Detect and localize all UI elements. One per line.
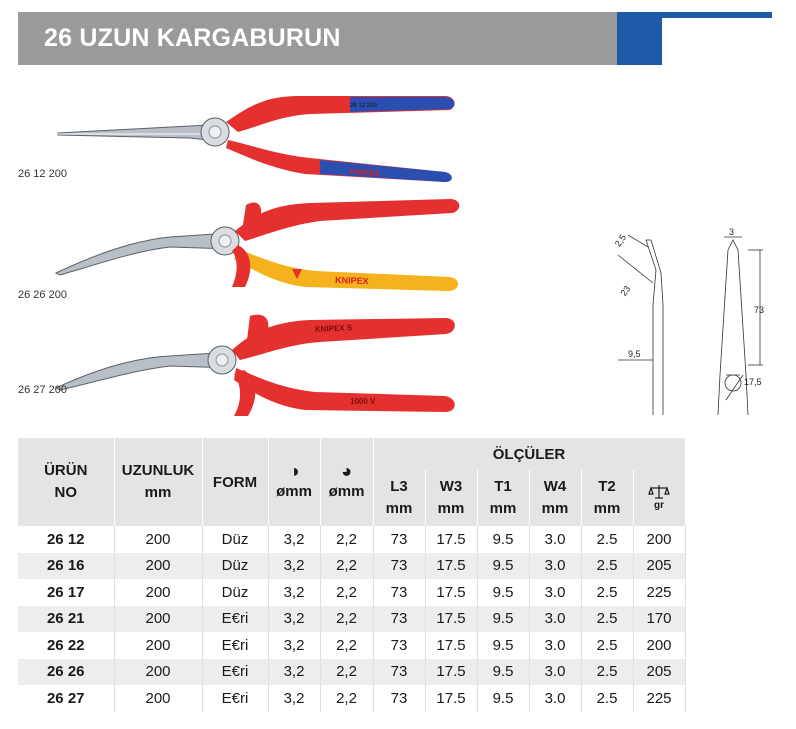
cell-form: Düz bbox=[202, 579, 268, 606]
voltage-marking: 1000 V bbox=[350, 397, 376, 406]
cell-t1: 9.5 bbox=[477, 526, 529, 553]
cell-spacer bbox=[685, 632, 775, 659]
cell-t2: 2.5 bbox=[581, 685, 633, 712]
cell-spacer bbox=[685, 659, 775, 686]
cell-t1: 9.5 bbox=[477, 632, 529, 659]
cell-form: Düz bbox=[202, 553, 268, 580]
cell-weight: 225 bbox=[633, 685, 685, 712]
half-circle-icon: ◑ bbox=[288, 461, 300, 481]
title-banner bbox=[18, 12, 617, 65]
header-t1: T1 mm bbox=[477, 470, 529, 526]
brand-marking-3: KNIPEX S bbox=[314, 323, 353, 334]
cell-code: 26 17 bbox=[18, 579, 114, 606]
dimension-diagram bbox=[598, 225, 788, 425]
cell-d1: 3,2 bbox=[268, 685, 320, 712]
cell-spacer bbox=[685, 526, 775, 553]
cell-t2: 2.5 bbox=[581, 659, 633, 686]
header-t2: T2 mm bbox=[581, 470, 633, 526]
header-w4: W4 mm bbox=[529, 470, 581, 526]
cell-t2: 2.5 bbox=[581, 579, 633, 606]
scale-icon bbox=[648, 484, 670, 500]
cell-w3: 17.5 bbox=[425, 659, 477, 686]
banner-accent-block bbox=[617, 12, 662, 65]
cell-code: 26 26 bbox=[18, 659, 114, 686]
cell-w3: 17.5 bbox=[425, 685, 477, 712]
cell-spacer bbox=[685, 685, 775, 712]
pliers-image-1 bbox=[50, 88, 470, 183]
dim-t2: 2,5 bbox=[612, 232, 629, 249]
product-label-3: 26 27 200 bbox=[18, 384, 67, 396]
cell-d1: 3,2 bbox=[268, 579, 320, 606]
cell-d1: 3,2 bbox=[268, 526, 320, 553]
cell-d2: 2,2 bbox=[320, 553, 373, 580]
header-urun-no: ÜRÜN NO bbox=[18, 438, 114, 526]
table-row bbox=[18, 632, 775, 659]
cell-t1: 9.5 bbox=[477, 553, 529, 580]
cell-w4: 3.0 bbox=[529, 553, 581, 580]
dim-t1: 3 bbox=[729, 227, 735, 237]
cell-form: Düz bbox=[202, 526, 268, 553]
cell-form: E€ri bbox=[202, 659, 268, 686]
brand-marking-1: KNIPEX bbox=[349, 167, 381, 179]
pliers-image-3 bbox=[50, 312, 470, 422]
cell-d1: 3,2 bbox=[268, 606, 320, 633]
cell-t1: 9.5 bbox=[477, 659, 529, 686]
cell-length: 200 bbox=[114, 579, 202, 606]
dim-w3: 17,5 bbox=[744, 377, 762, 387]
cell-l3: 73 bbox=[373, 526, 425, 553]
cell-form: E€ri bbox=[202, 685, 268, 712]
banner-accent-line bbox=[662, 12, 772, 18]
header-spacer bbox=[685, 438, 775, 526]
cell-l3: 73 bbox=[373, 606, 425, 633]
cell-t1: 9.5 bbox=[477, 685, 529, 712]
cell-weight: 200 bbox=[633, 632, 685, 659]
cell-weight: 205 bbox=[633, 659, 685, 686]
quarter-circle-icon: ◕ bbox=[341, 461, 352, 481]
product-label-1: 26 12 200 bbox=[18, 168, 67, 180]
cell-d2: 2,2 bbox=[320, 526, 373, 553]
cell-length: 200 bbox=[114, 526, 202, 553]
cell-t1: 9.5 bbox=[477, 579, 529, 606]
dim-w3-side: 9,5 bbox=[628, 349, 641, 359]
cell-l3: 73 bbox=[373, 659, 425, 686]
header-olculer: ÖLÇÜLER bbox=[373, 438, 685, 470]
cell-l3: 73 bbox=[373, 685, 425, 712]
header-l3: L3 mm bbox=[373, 470, 425, 526]
table-row bbox=[18, 579, 775, 606]
cell-code: 26 12 bbox=[18, 526, 114, 553]
cell-code: 26 27 bbox=[18, 685, 114, 712]
cell-d2: 2,2 bbox=[320, 606, 373, 633]
header-form: FORM bbox=[202, 438, 268, 526]
table-row bbox=[18, 526, 775, 553]
cell-length: 200 bbox=[114, 632, 202, 659]
pliers-image-2 bbox=[50, 195, 470, 295]
header-soft-wire: ◑ ømm bbox=[268, 438, 320, 526]
cell-length: 200 bbox=[114, 659, 202, 686]
cell-d1: 3,2 bbox=[268, 632, 320, 659]
cell-d2: 2,2 bbox=[320, 659, 373, 686]
cell-w3: 17.5 bbox=[425, 606, 477, 633]
cell-w4: 3.0 bbox=[529, 659, 581, 686]
cell-t2: 2.5 bbox=[581, 553, 633, 580]
cell-form: E€ri bbox=[202, 606, 268, 633]
cell-length: 200 bbox=[114, 685, 202, 712]
spec-table bbox=[18, 438, 776, 712]
cell-spacer bbox=[685, 606, 775, 633]
cell-w4: 3.0 bbox=[529, 606, 581, 633]
cell-t1: 9.5 bbox=[477, 606, 529, 633]
cell-length: 200 bbox=[114, 553, 202, 580]
cell-weight: 200 bbox=[633, 526, 685, 553]
header-uzunluk: UZUNLUK mm bbox=[114, 438, 202, 526]
cell-d2: 2,2 bbox=[320, 632, 373, 659]
cell-t2: 2.5 bbox=[581, 526, 633, 553]
dim-l3: 73 bbox=[754, 305, 765, 315]
dim-angle-length: 23 bbox=[618, 283, 633, 298]
cell-w3: 17.5 bbox=[425, 553, 477, 580]
cell-w4: 3.0 bbox=[529, 526, 581, 553]
table-row bbox=[18, 553, 775, 580]
table-row bbox=[18, 659, 775, 686]
cell-w4: 3.0 bbox=[529, 632, 581, 659]
header-w3: W3 mm bbox=[425, 470, 477, 526]
table-row bbox=[18, 685, 775, 712]
cell-spacer bbox=[685, 579, 775, 606]
cell-t2: 2.5 bbox=[581, 606, 633, 633]
svg-text:26 12 200: 26 12 200 bbox=[350, 103, 377, 109]
cell-d2: 2,2 bbox=[320, 685, 373, 712]
cell-w3: 17.5 bbox=[425, 579, 477, 606]
cell-d1: 3,2 bbox=[268, 553, 320, 580]
cell-t2: 2.5 bbox=[581, 632, 633, 659]
cell-l3: 73 bbox=[373, 632, 425, 659]
cell-code: 26 16 bbox=[18, 553, 114, 580]
cell-code: 26 22 bbox=[18, 632, 114, 659]
cell-d1: 3,2 bbox=[268, 659, 320, 686]
cell-l3: 73 bbox=[373, 553, 425, 580]
cell-w3: 17.5 bbox=[425, 632, 477, 659]
cell-weight: 170 bbox=[633, 606, 685, 633]
cell-w4: 3.0 bbox=[529, 685, 581, 712]
table-row bbox=[18, 606, 775, 633]
brand-marking-2: KNIPEX bbox=[334, 275, 369, 287]
cell-spacer bbox=[685, 553, 775, 580]
page-title: 26 UZUN KARGABURUN bbox=[44, 24, 341, 52]
cell-form: E€ri bbox=[202, 632, 268, 659]
cell-w4: 3.0 bbox=[529, 579, 581, 606]
cell-weight: 205 bbox=[633, 553, 685, 580]
header-hard-wire: ◕ ømm bbox=[320, 438, 373, 526]
cell-code: 26 21 bbox=[18, 606, 114, 633]
cell-d2: 2,2 bbox=[320, 579, 373, 606]
product-label-2: 26 26 200 bbox=[18, 289, 67, 301]
cell-l3: 73 bbox=[373, 579, 425, 606]
cell-weight: 225 bbox=[633, 579, 685, 606]
cell-length: 200 bbox=[114, 606, 202, 633]
cell-w3: 17.5 bbox=[425, 526, 477, 553]
header-weight: gr bbox=[633, 470, 685, 526]
